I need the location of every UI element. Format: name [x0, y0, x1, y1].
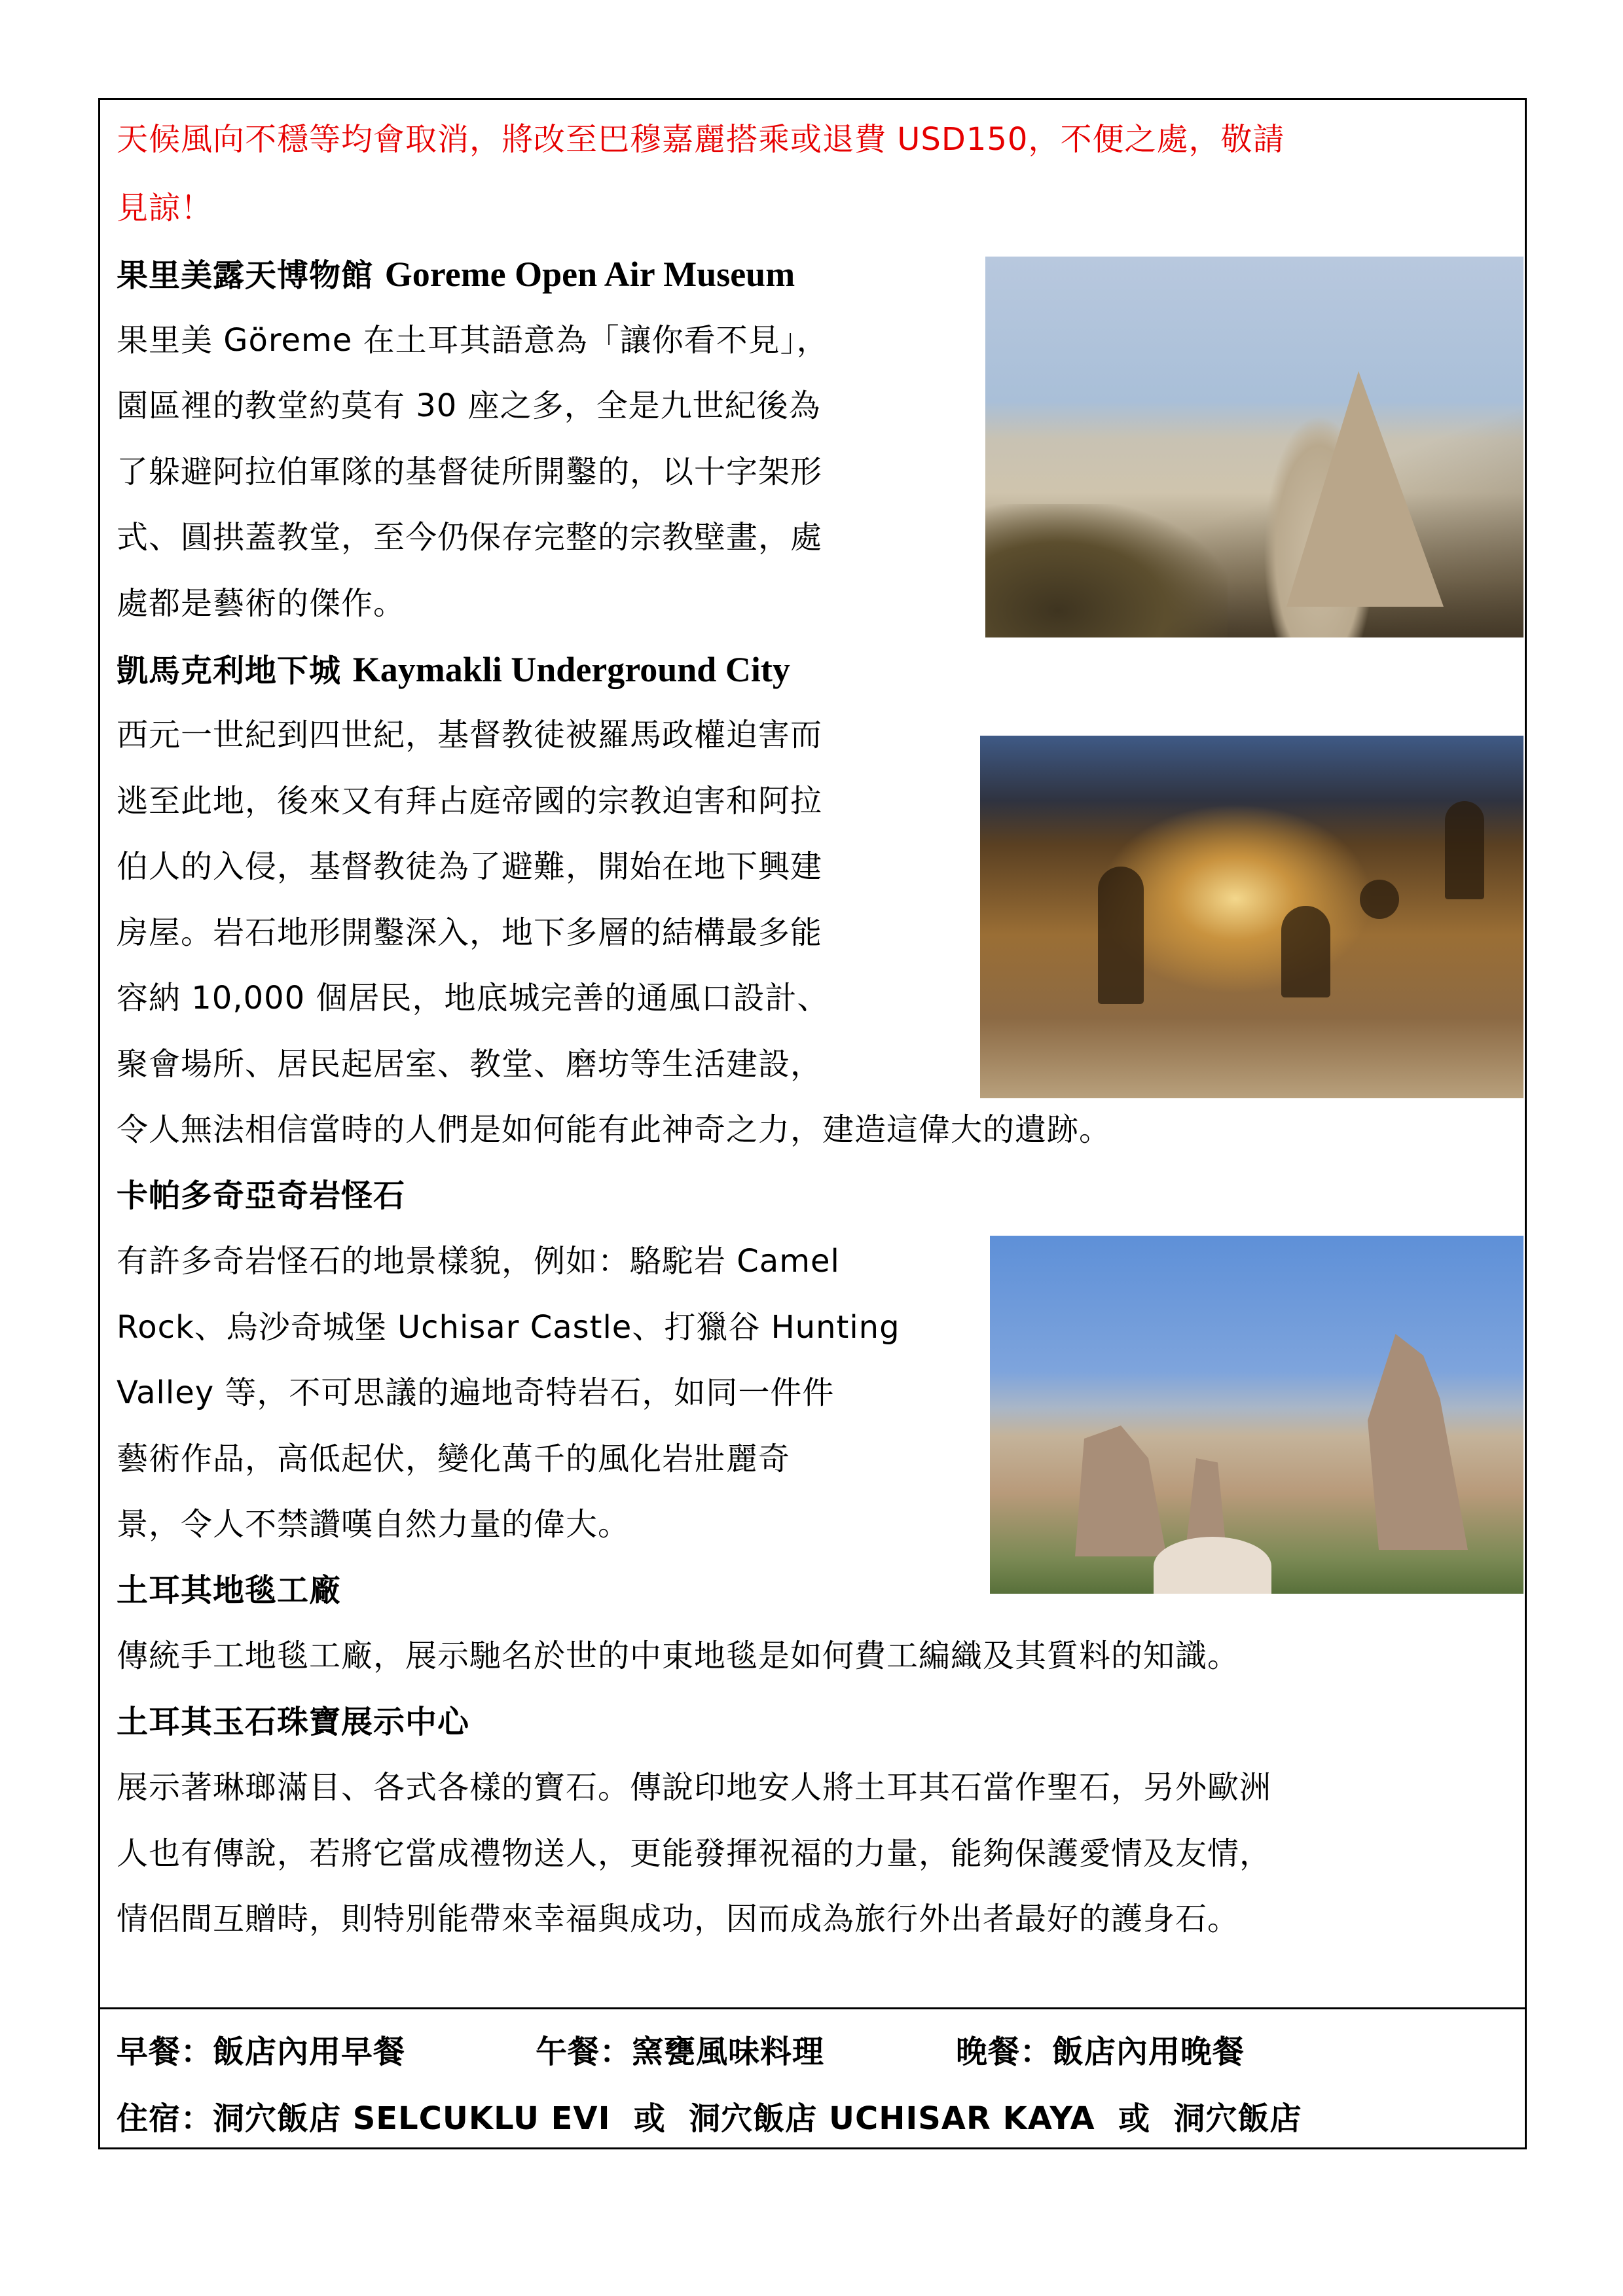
cappadocia-body-line: 景，令人不禁讚嘆自然力量的偉大。 — [117, 1506, 630, 1543]
meal-breakfast: 早餐：飯店內用早餐 — [117, 2034, 406, 2070]
heading-en: Goreme Open Air Museum — [384, 255, 795, 294]
meal-dinner: 晚餐：飯店內用晚餐 — [956, 2034, 1245, 2070]
kaymakli-body-line: 伯人的入侵，基督教徒為了避難，開始在地下興建 — [117, 848, 823, 885]
goreme-body-line: 了躲避阿拉伯軍隊的基督徒所開鑿的，以十字架形 — [117, 454, 823, 490]
shrub-shadow-shape — [985, 504, 1228, 637]
lodging-label: 住宿： — [117, 2100, 213, 2137]
rock-chimney-shape — [1357, 1334, 1468, 1550]
section-heading-kaymakli — [117, 650, 790, 691]
heading-zh: 卡帕多奇亞奇岩怪石 — [117, 1177, 406, 1214]
meal-lunch: 午餐：窯甕風味料理 — [536, 2034, 825, 2070]
kaymakli-body-line: 容納 10,000 個居民，地底城完善的通風口設計、 — [117, 980, 830, 1016]
kaymakli-body-line: 房屋。岩石地形開鑿深入，地下多層的結構最多能 — [117, 914, 823, 951]
kaymakli-underground-city-photo — [980, 736, 1523, 1098]
kaymakli-body-line: 西元一世紀到四世紀，基督教徒被羅馬政權迫害而 — [117, 717, 823, 753]
rock-chimney-shape — [1075, 1426, 1167, 1556]
rock-chimney-shape — [1186, 1458, 1226, 1543]
jewelry-body-line: 情侶間互贈時，則特別能帶來幸福與成功，因而成為旅行外出者最好的護身石。 — [117, 1901, 1240, 1937]
goreme-body-line: 式、圓拱蓋教堂，至今仍保存完整的宗教壁畫，處 — [117, 519, 823, 556]
jewelry-body-line: 人也有傳說，若將它當成禮物送人，更能發揮祝福的力量，能夠保護愛情及友情， — [117, 1835, 1272, 1872]
cave-doorway-shape — [1098, 867, 1144, 1004]
kaymakli-body-line: 聚會場所、居民起居室、教堂、磨坊等生活建設， — [117, 1046, 823, 1083]
cancellation-notice-line-1: 天候風向不穩等均會取消，將改至巴穆嘉麗搭乘或退費 USD150，不便之處，敬請 — [117, 121, 1285, 158]
cave-niche-shape — [1360, 880, 1399, 919]
kaymakli-body-line: 令人無法相信當時的人們是如何能有此神奇之力，建造這偉大的遺跡。 — [117, 1111, 1112, 1148]
section-heading-carpet-factory: 土耳其地毯工廠 — [117, 1572, 342, 1609]
heading-zh: 果里美露天博物館 — [117, 257, 374, 294]
section-heading-goreme — [117, 255, 795, 295]
lodging-line — [117, 2099, 1302, 2138]
jewelry-body-line: 展示著琳瑯滿目、各式各樣的寶石。傳說印地安人將土耳其石當作聖石，另外歐洲 — [117, 1769, 1272, 1806]
cancellation-notice-line-2: 見諒！ — [117, 190, 213, 226]
cappadocia-body-line: 藝術作品，高低起伏，變化萬千的風化岩壯麗奇 — [117, 1441, 791, 1477]
goreme-body-line: 處都是藝術的傑作。 — [117, 585, 406, 622]
goreme-body-line: 果里美 Göreme 在土耳其語意為「讓你看不見」， — [117, 322, 829, 359]
heading-zh: 凱馬克利地下城 — [117, 653, 342, 689]
white-rock-shape — [1154, 1537, 1271, 1594]
cappadocia-body-line: 有許多奇岩怪石的地景樣貌，例如：駱駝岩 Camel — [117, 1243, 840, 1280]
section-heading-jewelry-center: 土耳其玉石珠寶展示中心 — [117, 1704, 470, 1740]
goreme-body-line: 園區裡的教堂約莫有 30 座之多，全是九世紀後為 — [117, 387, 821, 424]
cave-doorway-shape — [1281, 906, 1330, 997]
cappadocia-body-line: Valley 等，不可思議的遍地奇特岩石，如同一件件 — [117, 1374, 835, 1411]
rock-spire-shape — [1286, 371, 1444, 607]
lodging-hotels: 洞穴飯店 SELCUKLU EVI 或 洞穴飯店 UCHISAR KAYA 或 洞穴飯店 — [213, 2100, 1302, 2137]
cave-doorway-shape — [1445, 801, 1484, 899]
kaymakli-body-line: 逃至此地，後來又有拜占庭帝國的宗教迫害和阿拉 — [117, 783, 823, 819]
section-heading-cappadocia — [117, 1176, 405, 1215]
cappadocia-body-line: Rock、烏沙奇城堡 Uchisar Castle、打獵谷 Hunting — [117, 1309, 900, 1346]
carpet-body-line: 傳統手工地毯工廠，展示馳名於世的中東地毯是如何費工編織及其質料的知識。 — [117, 1638, 1240, 1674]
goreme-open-air-museum-photo — [985, 257, 1523, 637]
meals-divider — [98, 2007, 1527, 2009]
heading-en: Kaymakli Underground City — [352, 650, 790, 689]
cappadocia-fairy-chimneys-photo — [990, 1236, 1523, 1594]
